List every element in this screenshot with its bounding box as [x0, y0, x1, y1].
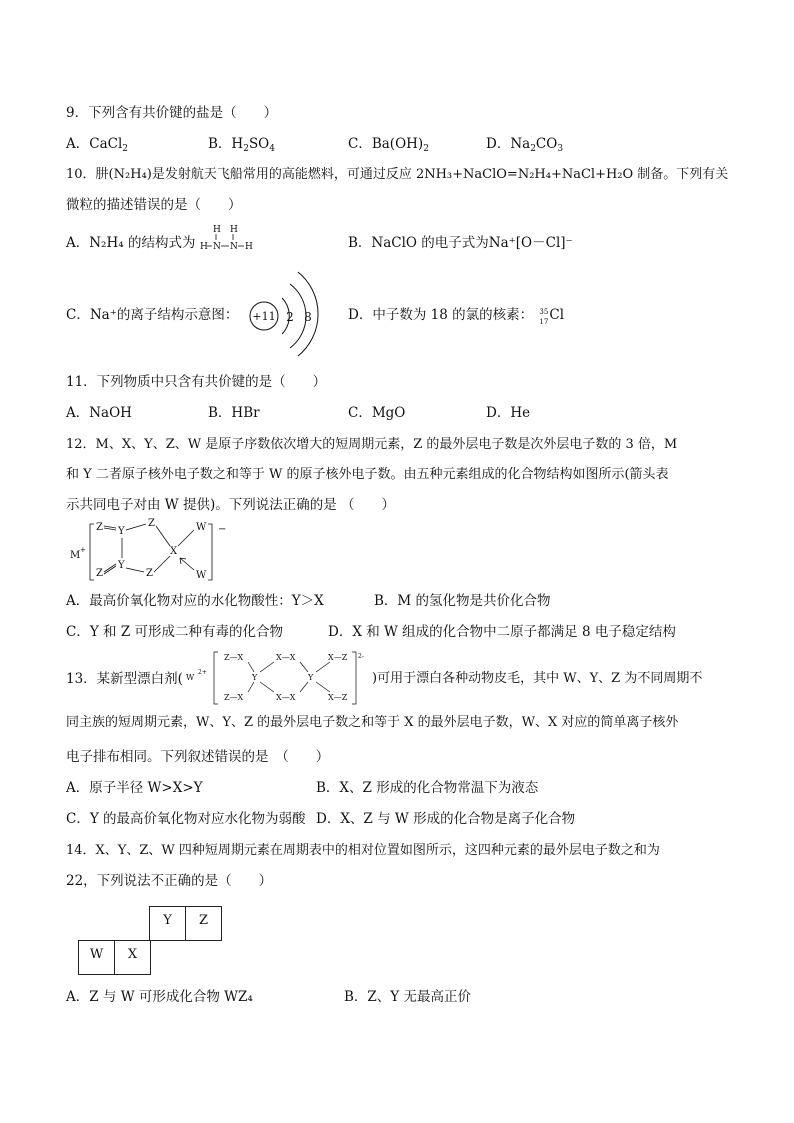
hydrazine-structure-diagram [198, 222, 268, 256]
q10-stem-line2: 微粒的描述错误的是（ ） [66, 197, 242, 213]
q13-bleach-structure-diagram [186, 648, 372, 706]
q10-option-d [348, 306, 564, 324]
q9-option-a-text: A．CaCl [66, 136, 123, 152]
svg-text:X—X: X—X [276, 693, 296, 702]
svg-text:H: H [213, 225, 221, 235]
svg-text:M: M [70, 550, 81, 561]
svg-text:2+: 2+ [198, 669, 207, 676]
svg-text:−: − [218, 524, 227, 535]
nucleus-charge: +11 [252, 310, 276, 323]
shell-2-electrons: 8 [304, 310, 312, 324]
q12-option-c: C．Y 和 Z 可形成二种有毒的化合物 [66, 624, 283, 640]
q13-stem-line3: 电子排布相同。下列叙述错误的是 （ ） [66, 749, 330, 765]
cell-x: X [114, 940, 151, 975]
svg-text:N: N [213, 242, 221, 252]
q13-option-d: D．X、Z 与 W 形成的化合物是离子化合物 [316, 811, 576, 827]
q11-stem: 11．下列物质中只含有共价键的是（ ） [66, 374, 327, 390]
atomic-number: 17 [539, 318, 549, 326]
svg-text:Y: Y [118, 526, 125, 537]
q14-stem-line1: 14．X、Y、Z、W 四种短周期元素在周期表中的相对位置如图所示，这四种元素的最外层电子数之和为 [66, 843, 660, 858]
svg-text:Z: Z [96, 522, 103, 533]
svg-text:X—X: X—X [276, 653, 296, 662]
q12-option-b: B．M 的氢化物是共价化合物 [374, 593, 551, 609]
q13-option-b: B．X、Z 形成的化合物常温下为液态 [316, 780, 539, 796]
svg-text:W: W [186, 673, 195, 682]
svg-text:Z: Z [146, 568, 153, 579]
svg-text:X—Z: X—Z [328, 693, 348, 702]
q10-option-d-text: D．中子数为 18 的氯的核素： [348, 307, 534, 323]
q12-stem-line3: 示共同电子对由 W 提供)。下列说法正确的是 （ ） [66, 497, 396, 513]
q11-option-c: C．MgO [348, 405, 406, 421]
chlorine-nuclide-notation [537, 306, 549, 324]
svg-text:Y: Y [252, 673, 258, 682]
svg-text:H: H [200, 242, 208, 252]
q9-option-c: C．$Ba(OH)_2$ [348, 136, 429, 154]
svg-text:H: H [230, 225, 238, 235]
svg-text:Z: Z [148, 518, 155, 529]
q12-option-d: D．X 和 W 组成的化合物中二原子都满足 8 电子稳定结构 [328, 624, 676, 640]
cell-z: Z [185, 906, 222, 941]
q10-stem-line1: 10．肼(N₂H₄)是发射航天飞船常用的高能燃料，可通过反应 2NH₃+NaClO=N₂H₄+NaCl+H₂O 制备。下列有关 [66, 167, 729, 182]
q12-stem-line1: 12．M、X、Y、Z、W 是原子序数依次增大的短周期元素，Z 的最外层电子数是次外层电子数的 3 倍，M [66, 437, 678, 452]
q9-stem: 9．下列含有共价键的盐是（ ） [66, 105, 278, 121]
svg-text:Y: Y [118, 560, 125, 571]
q12-stem-line2: 和 Y 二者原子核外电子数之和等于 W 的原子核外电子数。由五种元素组成的化合物结构如图所示(箭头表 [66, 467, 669, 482]
svg-text:W: W [196, 522, 207, 533]
q9-option-d: D．$Na_2CO_3$ [486, 136, 564, 154]
mass-number: 35 [539, 308, 549, 316]
q11-option-b: B．HBr [208, 405, 260, 421]
q9-option-d-text: D．Na [486, 136, 531, 152]
q12-compound-structure-diagram [66, 518, 236, 586]
cell-y: Y [149, 906, 186, 941]
q13-stem-line2: 同主族的短周期元素，W、Y、Z 的最外层电子数之和等于 X 的最外层电子数，W、X 对应的简单离子核外 [66, 715, 679, 730]
q13-stem-suffix: )可用于漂白各种动物皮毛，其中 W、Y、Z 为不同周期不 [372, 671, 703, 686]
q11-option-d: D．He [486, 405, 531, 421]
svg-text:2-: 2- [358, 653, 364, 660]
q13-option-c: C．Y 的最高价氧化物对应水化物为弱酸 [66, 811, 306, 827]
q14-option-b: B．Z、Y 无最高正价 [344, 989, 472, 1005]
svg-text:Z: Z [96, 568, 103, 579]
q9-option-b-text: B．H [208, 136, 244, 152]
q9-option-b: B．$H_2SO_4$ [208, 136, 275, 154]
cell-w: W [78, 940, 115, 975]
svg-text:X: X [170, 546, 178, 557]
svg-text:+: + [80, 546, 86, 554]
q9-option-a: A．CaCl$_2$ [66, 136, 129, 154]
q10-option-b: B．NaClO 的电子式为Na⁺[O－Cl]⁻ [348, 235, 573, 251]
svg-text:H: H [245, 242, 253, 252]
q14-stem-line2: 22，下列说法不正确的是（ ） [66, 873, 273, 889]
q12-option-a: A．最高价氧化物对应的水化物酸性：Y＞X [66, 593, 324, 609]
svg-text:N: N [230, 242, 238, 252]
svg-text:Y: Y [308, 673, 314, 682]
q13-stem-prefix: 13．某新型漂白剂( [66, 671, 183, 687]
svg-text:W: W [196, 570, 207, 581]
q10-option-c: C．Na⁺的离子结构示意图： [66, 307, 239, 323]
shell-1-electrons: 2 [286, 310, 294, 324]
svg-text:Z—X: Z—X [224, 653, 244, 662]
svg-text:X—Z: X—Z [328, 653, 348, 662]
q10-option-a: A．N₂H₄ 的结构式为 [66, 235, 196, 251]
svg-text:Z—X: Z—X [224, 693, 244, 702]
q9-option-c-text: C．Ba(OH) [348, 136, 424, 152]
q13-option-a: A．原子半径 W>X>Y [66, 780, 203, 796]
q11-option-a: A．NaOH [66, 405, 132, 421]
q14-option-a: A．Z 与 W 可形成化合物 WZ₄ [66, 989, 253, 1005]
chlorine-symbol: Cl [549, 307, 565, 323]
sodium-ion-structure-diagram [240, 268, 330, 360]
